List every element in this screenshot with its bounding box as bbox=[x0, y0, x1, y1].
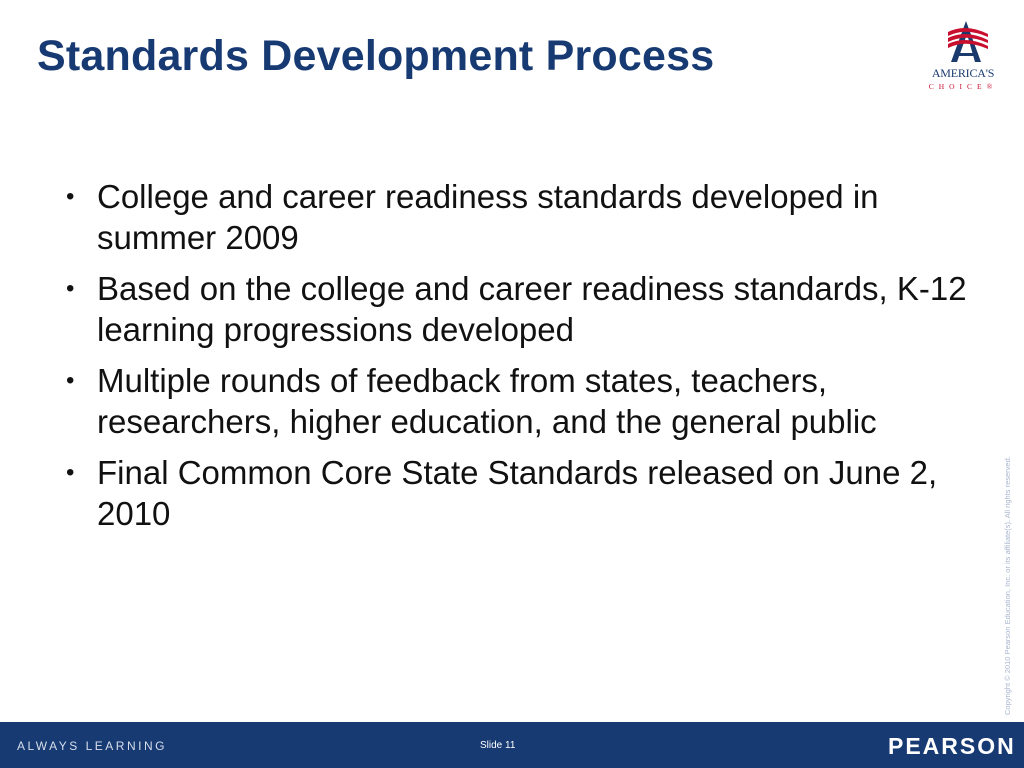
copyright-notice: Copyright © 2010 Pearson Education, Inc. or its affiliate(s). All rights reserved. bbox=[1003, 456, 1012, 715]
logo-sub-text: CHOICE bbox=[928, 82, 987, 91]
americas-choice-logo-mark bbox=[918, 18, 1008, 66]
bullet-list bbox=[66, 176, 996, 544]
bullet-glyph: • bbox=[66, 459, 75, 486]
bullet-text: College and career readiness standards developed in summer 2009 bbox=[97, 178, 879, 256]
americas-choice-logo bbox=[918, 18, 1008, 98]
pearson-logo: PEARSON bbox=[888, 733, 1016, 759]
slide-number: Slide 11 bbox=[480, 740, 516, 751]
logo-subtext bbox=[918, 82, 1008, 91]
bullet-glyph: • bbox=[66, 275, 75, 302]
logo-registered-mark: ® bbox=[986, 82, 998, 91]
bullet-item bbox=[66, 452, 996, 534]
bullet-item bbox=[66, 268, 996, 350]
footer-bar bbox=[0, 722, 1024, 768]
bullet-text: Final Common Core State Standards released on June 2, 2010 bbox=[97, 454, 938, 532]
slide-title: Standards Development Process bbox=[37, 32, 715, 80]
bullet-item bbox=[66, 176, 996, 258]
logo-wordmark: AMERICA'S bbox=[931, 66, 995, 80]
bullet-item bbox=[66, 360, 996, 442]
bullet-text: Multiple rounds of feedback from states, teachers, researchers, higher education, and the general public bbox=[97, 362, 877, 440]
footer-tagline: ALWAYS LEARNING bbox=[17, 739, 167, 753]
bullet-glyph: • bbox=[66, 367, 75, 394]
bullet-text: Based on the college and career readiness standards, K-12 learning progressions developed bbox=[97, 270, 967, 348]
bullet-glyph: • bbox=[66, 183, 75, 210]
